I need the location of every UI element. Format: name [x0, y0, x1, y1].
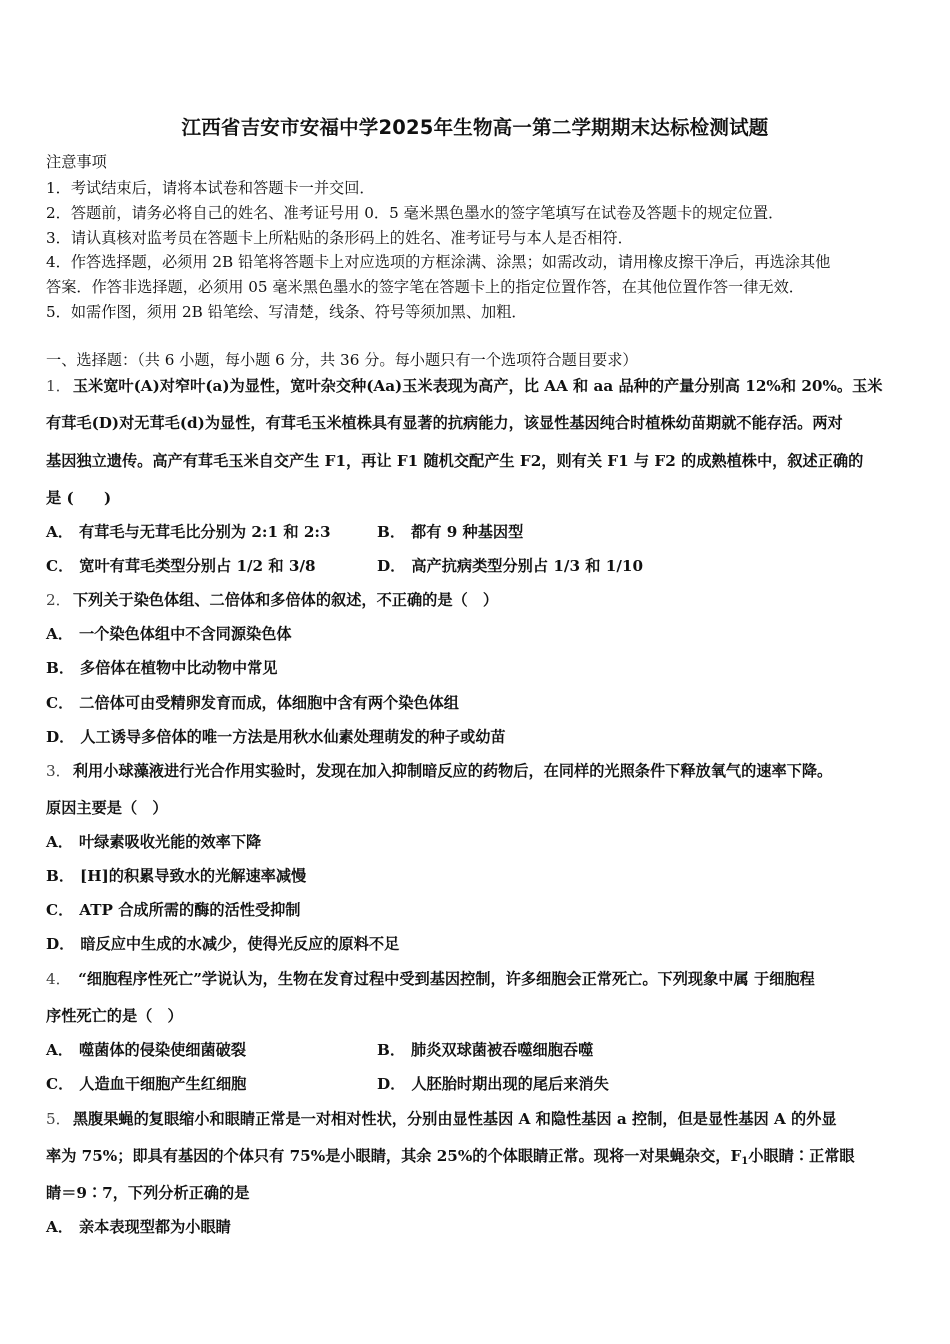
question-number: 4． — [46, 970, 71, 988]
question-4-line: 序性死亡的是（ ） — [46, 1007, 183, 1025]
question-number: 1． — [46, 377, 71, 395]
option-label: C． — [46, 901, 74, 919]
option-a — [46, 1217, 231, 1237]
question-5-line: 睛＝9∶7，下列分析正确的是 — [46, 1184, 250, 1202]
option-d — [46, 727, 506, 747]
option-label: B． — [46, 659, 75, 677]
option-text: [H]的积累导致水的光解速率减慢 — [80, 867, 307, 885]
question-1-line: 有茸毛(D)对无茸毛(d)为显性，有茸毛玉米植株具有显著的抗病能力，该显性基因纯合时植株幼苗期就不能存活。两对 — [46, 414, 843, 432]
option-a — [46, 624, 292, 644]
question-number: 3． — [46, 762, 71, 780]
option-text: 噬菌体的侵染使细菌破裂 — [78, 1041, 247, 1059]
option-text: 高产抗病类型分别占 1/3 和 1/10 — [411, 557, 644, 575]
option-c — [46, 693, 459, 713]
option-label: A． — [46, 1041, 73, 1059]
question-1-line — [46, 376, 882, 396]
option-b — [377, 522, 523, 542]
option-label: C． — [46, 1075, 74, 1093]
option-label: C． — [46, 694, 74, 712]
question-5-line — [46, 1109, 837, 1129]
option-label: A． — [46, 833, 73, 851]
option-text: 都有 9 种基因型 — [411, 523, 524, 541]
option-c — [46, 900, 301, 920]
option-text: 肺炎双球菌被吞噬细胞吞噬 — [411, 1041, 594, 1059]
option-text: 有茸毛与无茸毛比分别为 2:1 和 2:3 — [78, 523, 331, 541]
notice-item: 5．如需作图，须用 2B 铅笔绘、写清楚，线条、符号等须加黑、加粗． — [46, 303, 527, 321]
option-text: 人造血干细胞产生红细胞 — [79, 1075, 247, 1093]
option-label: D． — [377, 557, 406, 575]
option-text: 亲本表现型都为小眼睛 — [78, 1218, 231, 1236]
option-label: A． — [46, 1218, 73, 1236]
option-b — [377, 1040, 593, 1060]
option-label: B． — [377, 1041, 406, 1059]
option-text: 宽叶有茸毛类型分别占 1/2 和 3/8 — [79, 557, 316, 575]
option-c — [46, 556, 316, 576]
question-text: 下列关于染色体组、二倍体和多倍体的叙述，不正确的是（ ） — [72, 591, 499, 609]
question-1-line: 是 ( ) — [46, 489, 112, 507]
question-2-line — [46, 590, 498, 610]
option-label: B． — [46, 867, 75, 885]
question-4-line — [46, 969, 815, 989]
question-1-line: 基因独立遗传。高产有茸毛玉米自交产生 F1，再让 F1 随机交配产生 F2，则有关 F1 与 F2 的成熟植株中，叙述正确的 — [46, 452, 864, 470]
option-text: 多倍体在植物中比动物中常见 — [80, 659, 278, 677]
option-c — [46, 1074, 246, 1094]
question-text: “细胞程序性死亡”学说认为，生物在发育过程中受到基因控制，许多细胞会正常死亡。下列现象中属 于细胞程 — [72, 970, 815, 988]
option-text: 人胚胎时期出现的尾后来消失 — [411, 1075, 609, 1093]
notice-item: 3．请认真核对监考员在答题卡上所粘贴的条形码上的姓名、准考证号与本人是否相符． — [46, 229, 633, 247]
option-a — [46, 522, 331, 542]
notice-item: 4．作答选择题，必须用 2B 铅笔将答题卡上对应选项的方框涂满、涂黑；如需改动，请用橡皮擦干净后，再选涂其他 — [46, 253, 831, 271]
question-text: 小眼睛∶正常眼 — [748, 1147, 855, 1165]
option-b — [46, 866, 306, 886]
question-number: 2． — [46, 591, 71, 609]
question-3-line: 原因主要是（ ） — [46, 799, 168, 817]
option-a — [46, 832, 261, 852]
option-d — [377, 556, 643, 576]
notice-item: 1．考试结束后，请将本试卷和答题卡一并交回． — [46, 179, 375, 197]
option-label: A． — [46, 523, 73, 541]
question-text: 率为 75%；即具有基因的个体只有 75%是小眼睛，其余 25%的个体眼睛正常。现将一对果蝇杂交，F — [46, 1147, 742, 1165]
option-label: D． — [46, 935, 75, 953]
question-text: 黑腹果蝇的复眼缩小和眼睛正常是一对相对性状，分别由显性基因 A 和隐性基因 a 控制，但是显性基因 A 的外显 — [72, 1110, 837, 1128]
option-text: ATP 合成所需的酶的活性受抑制 — [79, 901, 301, 919]
option-a — [46, 1040, 246, 1060]
option-d — [377, 1074, 609, 1094]
question-3-line — [46, 761, 832, 781]
option-label: B． — [377, 523, 406, 541]
section-heading: 一、选择题：（共 6 小题，每小题 6 分，共 36 分。每小题只有一个选项符合题目要求） — [46, 351, 638, 369]
option-text: 叶绿素吸收光能的效率下降 — [78, 833, 262, 851]
option-label: C． — [46, 557, 74, 575]
option-text: 二倍体可由受精卵发育而成，体细胞中含有两个染色体组 — [79, 694, 459, 712]
notice-item: 答案．作答非选择题，必须用 05 毫米黑色墨水的签字笔在答题卡上的指定位置作答，在其他位置作答一律无效． — [46, 278, 804, 296]
option-label: D． — [46, 728, 75, 746]
option-d — [46, 934, 399, 954]
option-b — [46, 658, 277, 678]
option-text: 暗反应中生成的水减少，使得光反应的原料不足 — [80, 935, 400, 953]
option-text: 一个染色体组中不含同源染色体 — [78, 625, 292, 643]
question-number: 5． — [46, 1110, 71, 1128]
option-label: A． — [46, 625, 73, 643]
notice-item: 2．答题前，请务必将自己的姓名、准考证号用 0．5 毫米黑色墨水的签字笔填写在试卷及答题卡的规定位置． — [46, 204, 784, 222]
option-label: D． — [377, 1075, 406, 1093]
page-title: 江西省吉安市安福中学2025年生物高一第二学期期末达标检测试题 — [181, 116, 769, 139]
notice-heading: 注意事项 — [46, 153, 107, 171]
question-text: 玉米宽叶(A)对窄叶(a)为显性，宽叶杂交种(Aa)玉米表现为高产，比 AA 和 aa 品种的产量分别高 12%和 20%。玉米 — [72, 377, 883, 395]
option-text: 人工诱导多倍体的唯一方法是用秋水仙素处理萌发的种子或幼苗 — [80, 728, 506, 746]
question-5-line — [46, 1146, 855, 1172]
question-text: 利用小球藻液进行光合作用实验时，发现在加入抑制暗反应的药物后，在同样的光照条件下释放氧气的速率下降。 — [72, 762, 833, 780]
subscript: 1 — [741, 1156, 749, 1167]
